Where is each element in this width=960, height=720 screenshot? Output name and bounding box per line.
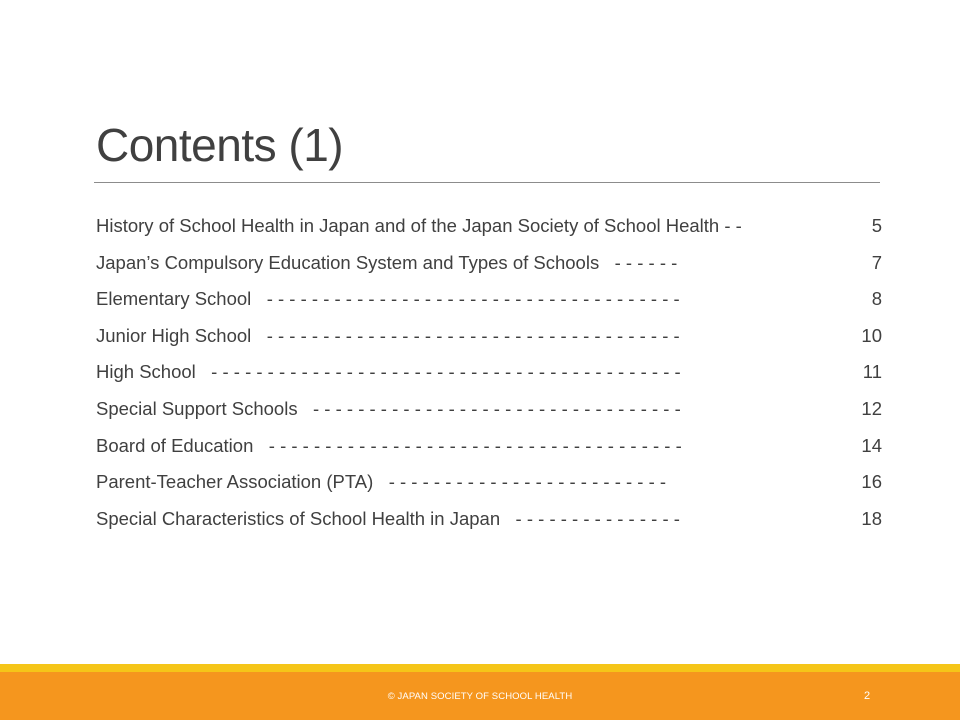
toc-entry <box>96 468 882 505</box>
toc-entry-page: 14 <box>861 434 882 456</box>
toc-entry-page: 16 <box>861 471 882 493</box>
toc-entry-label: Board of Education - - - - - - - - - - - - - - - - - - - - - - - - - - - - - - - - - - - - - <box>96 434 682 456</box>
toc-entry-label: Junior High School - - - - - - - - - - - - - - - - - - - - - - - - - - - - - - - - - - - - - <box>96 324 680 346</box>
toc-entry <box>96 322 882 359</box>
toc-entry-label: History of School Health in Japan and of the Japan Society of School Health - - <box>96 215 742 236</box>
toc-entry-label: Parent-Teacher Association (PTA) - - - - - - - - - - - - - - - - - - - - - - - - - <box>96 471 667 493</box>
title-divider <box>94 182 880 183</box>
toc-entry <box>96 285 882 322</box>
toc-entry <box>96 505 882 542</box>
toc-entry-page: 8 <box>871 288 882 310</box>
toc-entry <box>96 212 882 249</box>
toc-entry-label: High School - - - - - - - - - - - - - - - - - - - - - - - - - - - - - - - - - - - - - - - - - - <box>96 361 681 383</box>
toc-entry-page: 10 <box>861 324 882 346</box>
slide-title: Contents (1) <box>96 119 344 171</box>
toc-entry-label: Japan’s Compulsory Education System and Types of Schools - - - - - - <box>96 251 678 273</box>
toc-entry <box>96 395 882 432</box>
toc-entry <box>96 249 882 286</box>
footer-copyright: © JAPAN SOCIETY OF SCHOOL HEALTH <box>387 691 573 702</box>
toc-entry <box>96 432 882 469</box>
toc-entry-label: Elementary School - - - - - - - - - - - - - - - - - - - - - - - - - - - - - - - - - - - - - <box>96 288 680 310</box>
table-of-contents <box>96 212 882 541</box>
slide-number: 2 <box>864 690 871 702</box>
toc-entry <box>96 358 882 395</box>
toc-entry-page: 18 <box>861 507 882 529</box>
toc-entry-page: 5 <box>871 215 882 236</box>
toc-entry-label: Special Support Schools - - - - - - - - - - - - - - - - - - - - - - - - - - - - - - - - - <box>96 397 681 419</box>
toc-entry-page: 11 <box>862 361 882 383</box>
toc-entry-page: 7 <box>871 251 882 273</box>
toc-entry-page: 12 <box>861 397 882 419</box>
toc-entry-label: Special Characteristics of School Health in Japan - - - - - - - - - - - - - - - <box>96 507 680 529</box>
footer-accent-stripe <box>0 664 960 672</box>
